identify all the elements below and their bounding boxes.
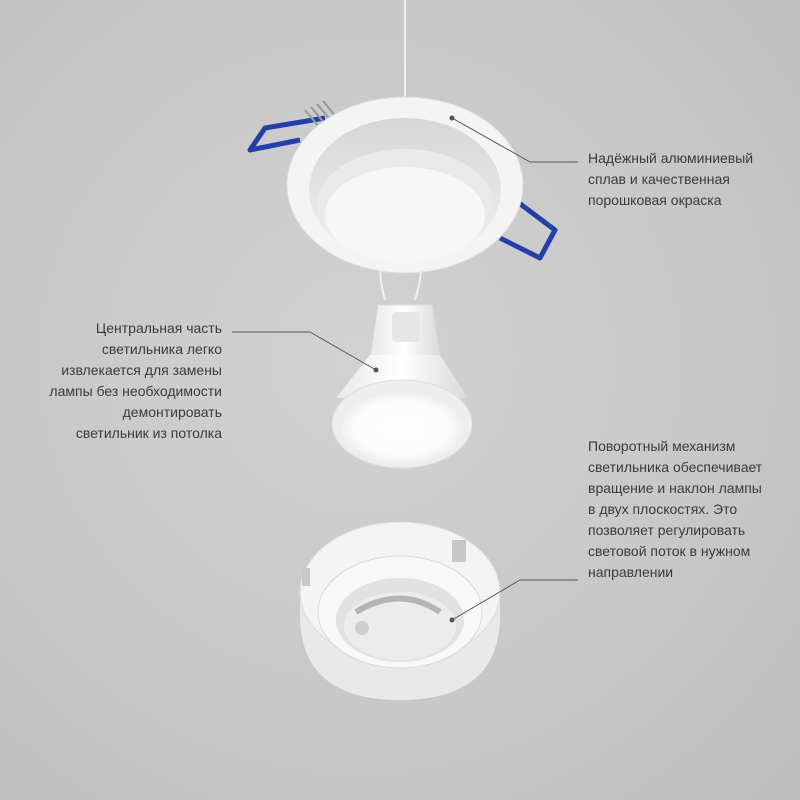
- callout-central-line: Центральная часть: [95, 320, 222, 336]
- callout-rotation-line: светильника обеспечивает: [588, 459, 763, 475]
- callout-central-line: светильник из потолка: [75, 425, 222, 441]
- lamp-module: [332, 305, 472, 468]
- callout-alloy-line: Надёжный алюминиевый: [588, 150, 754, 166]
- callout-rotation-line: вращение и наклон лампы: [588, 480, 762, 496]
- callout-rotation-line: в двух плоскостях. Это: [588, 501, 738, 517]
- lamp-lens: [340, 392, 464, 464]
- callout-central-line: извлекается для замены: [61, 362, 222, 378]
- callout-central-line: демонтировать: [122, 404, 222, 420]
- callout-rotation-line: направлении: [588, 564, 674, 580]
- callout-rotation-line: Поворотный механизм: [588, 438, 736, 454]
- callout-alloy-line: порошковая окраска: [588, 192, 722, 208]
- callout-central-line: светильника легко: [101, 341, 222, 357]
- callout-alloy-line: сплав и качественная: [588, 171, 730, 187]
- callout-alloy: [588, 148, 753, 211]
- callout-rotation-line: световой поток в нужном: [588, 543, 751, 559]
- callout-rotation: [588, 436, 762, 583]
- rotating-bezel: [300, 522, 500, 700]
- callout-rotation-line: позволяет регулировать: [588, 522, 746, 538]
- mounting-ring: [250, 97, 555, 273]
- callout-central-part: [49, 318, 222, 444]
- leader-central: [232, 332, 378, 372]
- callout-central-line: лампы без необходимости: [49, 383, 222, 399]
